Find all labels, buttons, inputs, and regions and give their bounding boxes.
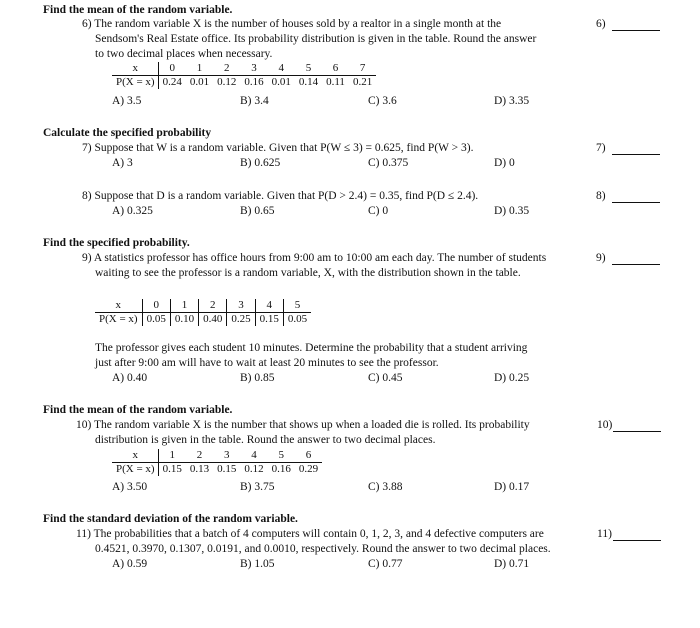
question-10-number: 10)	[597, 419, 613, 431]
question-8-choice-b[interactable]: B) 0.65	[240, 205, 275, 217]
question-8-text: 8) Suppose that D is a random variable. Given that P(D > 2.4) = 0.35, find P(D ≤ 2.4).	[82, 190, 479, 202]
question-6-text-line3: to two decimal places when necessary.	[95, 48, 273, 60]
question-8-choice-c[interactable]: C) 0	[368, 205, 389, 217]
table-x-value: 6	[295, 449, 322, 463]
table-x-value: 2	[213, 62, 240, 76]
table-p-value: 0.12	[244, 463, 264, 475]
table-p-value: 0.29	[298, 463, 319, 475]
question-8-number: 8)	[596, 190, 606, 202]
question-10-choice-b[interactable]: B) 3.75	[240, 481, 275, 493]
table-p-value: 0.40	[199, 313, 227, 327]
question-9-choice-b[interactable]: B) 0.85	[240, 372, 275, 384]
table-x-value: 4	[255, 299, 283, 313]
question-6-choice-d[interactable]: D) 3.35	[494, 95, 530, 107]
question-6-text-line1: 6) The random variable X is the number of houses sold by a realtor in a single month at the	[82, 18, 502, 30]
question-11-number: 11)	[597, 528, 612, 540]
question-11-choice-a[interactable]: A) 0.59	[112, 558, 148, 570]
question-9-answer-blank[interactable]	[612, 264, 660, 265]
table-x-value: 5	[268, 449, 295, 463]
question-9-text-line1: 9) A statistics professor has office hours from 9:00 am to 10:00 am each day. The number of students	[82, 252, 547, 264]
section-header-mean-2: Find the mean of the random variable.	[43, 404, 233, 416]
question-11-text-line1: 11) The probabilities that a batch of 4 computers will contain 0, 1, 2, 3, and 4 defective computers are	[76, 528, 544, 540]
question-7-choice-c[interactable]: C) 0.375	[368, 157, 409, 169]
question-9-text-line4: just after 9:00 am will have to wait at least 20 minutes to see the professor.	[95, 357, 439, 369]
question-6-choice-b[interactable]: B) 3.4	[240, 95, 269, 107]
table-x-value: 4	[268, 62, 295, 76]
question-7-choice-a[interactable]: A) 3	[112, 157, 133, 169]
section-header-mean: Find the mean of the random variable.	[43, 4, 233, 16]
table-p-value: 0.12	[217, 76, 237, 88]
question-9-distribution-table	[95, 299, 311, 326]
table-p-value: 0.16	[244, 76, 264, 88]
table-p-label: P(X = x)	[112, 463, 158, 477]
table-x-value: 7	[349, 62, 376, 76]
table-x-value: 2	[199, 299, 227, 313]
question-9-choice-c[interactable]: C) 0.45	[368, 372, 403, 384]
table-p-value: 0.21	[352, 76, 373, 88]
question-6-answer-blank[interactable]	[612, 30, 660, 31]
table-x-value: 3	[213, 449, 240, 463]
question-8-answer-blank[interactable]	[612, 202, 660, 203]
question-8-choice-d[interactable]: D) 0.35	[494, 205, 530, 217]
question-8-choice-a[interactable]: A) 0.325	[112, 205, 153, 217]
question-11-answer-blank[interactable]	[613, 540, 661, 541]
table-p-value: 0.05	[142, 313, 170, 327]
question-11-text-line2: 0.4521, 0.3970, 0.1307, 0.0191, and 0.0010, respectively. Round the answer to two decimal places.	[95, 543, 551, 555]
table-x-value: 1	[186, 62, 213, 76]
question-9-choice-d[interactable]: D) 0.25	[494, 372, 530, 384]
question-11-choice-d[interactable]: D) 0.71	[494, 558, 530, 570]
question-10-text-line2: distribution is given in the table. Round the answer to two decimal places.	[95, 434, 436, 446]
table-p-value: 0.05	[287, 313, 308, 325]
question-6-distribution-table	[112, 62, 376, 89]
section-header-specified-probability-2: Find the specified probability.	[43, 237, 190, 249]
question-10-answer-blank[interactable]	[613, 431, 661, 432]
question-9-choice-a[interactable]: A) 0.40	[112, 372, 148, 384]
table-x-value: 5	[295, 62, 322, 76]
question-11-choice-b[interactable]: B) 1.05	[240, 558, 275, 570]
question-9-text-line2: waiting to see the professor is a random variable, X, with the distribution shown in the table.	[95, 267, 521, 279]
table-p-value: 0.16	[271, 463, 291, 475]
table-p-value: 0.13	[189, 463, 210, 475]
table-x-value: 1	[170, 299, 198, 313]
table-p-value: 0.15	[162, 463, 182, 475]
question-10-choice-d[interactable]: D) 0.17	[494, 481, 530, 493]
question-6-choice-a[interactable]: A) 3.5	[112, 95, 142, 107]
question-10-text-line1: 10) The random variable X is the number that shows up when a loaded die is rolled. Its probability	[76, 419, 530, 431]
section-header-standard-deviation: Find the standard deviation of the random variable.	[43, 513, 298, 525]
table-p-value: 0.11	[326, 76, 345, 88]
question-7-number: 7)	[596, 142, 606, 154]
table-x-value: 0	[158, 62, 186, 76]
table-x-value: 2	[186, 449, 213, 463]
table-p-value: 0.25	[227, 313, 255, 327]
question-6-number: 6)	[596, 18, 606, 30]
question-7-text: 7) Suppose that W is a random variable. Given that P(W ≤ 3) = 0.625, find P(W > 3).	[82, 142, 474, 154]
table-x-value: 6	[322, 62, 349, 76]
table-p-label: P(X = x)	[112, 76, 158, 90]
table-p-label: P(X = x)	[95, 313, 142, 327]
table-p-value: 0.15	[255, 313, 283, 327]
question-10-choice-c[interactable]: C) 3.88	[368, 481, 403, 493]
table-x-label: x	[95, 299, 142, 313]
table-p-value: 0.01	[271, 76, 291, 88]
question-6-text-line2: Sendsom's Real Estate office. Its probability distribution is given in the table. Round the answer	[95, 33, 537, 45]
question-7-choice-d[interactable]: D) 0	[494, 157, 515, 169]
table-x-value: 1	[158, 449, 186, 463]
question-11-choice-c[interactable]: C) 0.77	[368, 558, 403, 570]
table-p-value: 0.14	[298, 76, 319, 88]
question-7-choice-b[interactable]: B) 0.625	[240, 157, 281, 169]
question-9-number: 9)	[596, 252, 606, 264]
table-x-label: x	[112, 62, 158, 76]
table-p-value: 0.01	[189, 76, 210, 88]
table-x-value: 3	[227, 299, 255, 313]
table-p-value: 0.24	[162, 76, 182, 88]
table-x-value: 3	[240, 62, 267, 76]
table-x-value: 0	[142, 299, 170, 313]
question-10-choice-a[interactable]: A) 3.50	[112, 481, 148, 493]
question-6-choice-c[interactable]: C) 3.6	[368, 95, 397, 107]
table-p-value: 0.10	[170, 313, 198, 327]
table-x-value: 4	[240, 449, 267, 463]
table-x-label: x	[112, 449, 158, 463]
question-7-answer-blank[interactable]	[612, 154, 660, 155]
section-header-specified-probability: Calculate the specified probability	[43, 127, 212, 139]
table-x-value: 5	[283, 299, 311, 313]
table-p-value: 0.15	[217, 463, 237, 475]
question-10-distribution-table	[112, 449, 322, 476]
question-9-text-line3: The professor gives each student 10 minutes. Determine the probability that a student arriving	[95, 342, 528, 354]
